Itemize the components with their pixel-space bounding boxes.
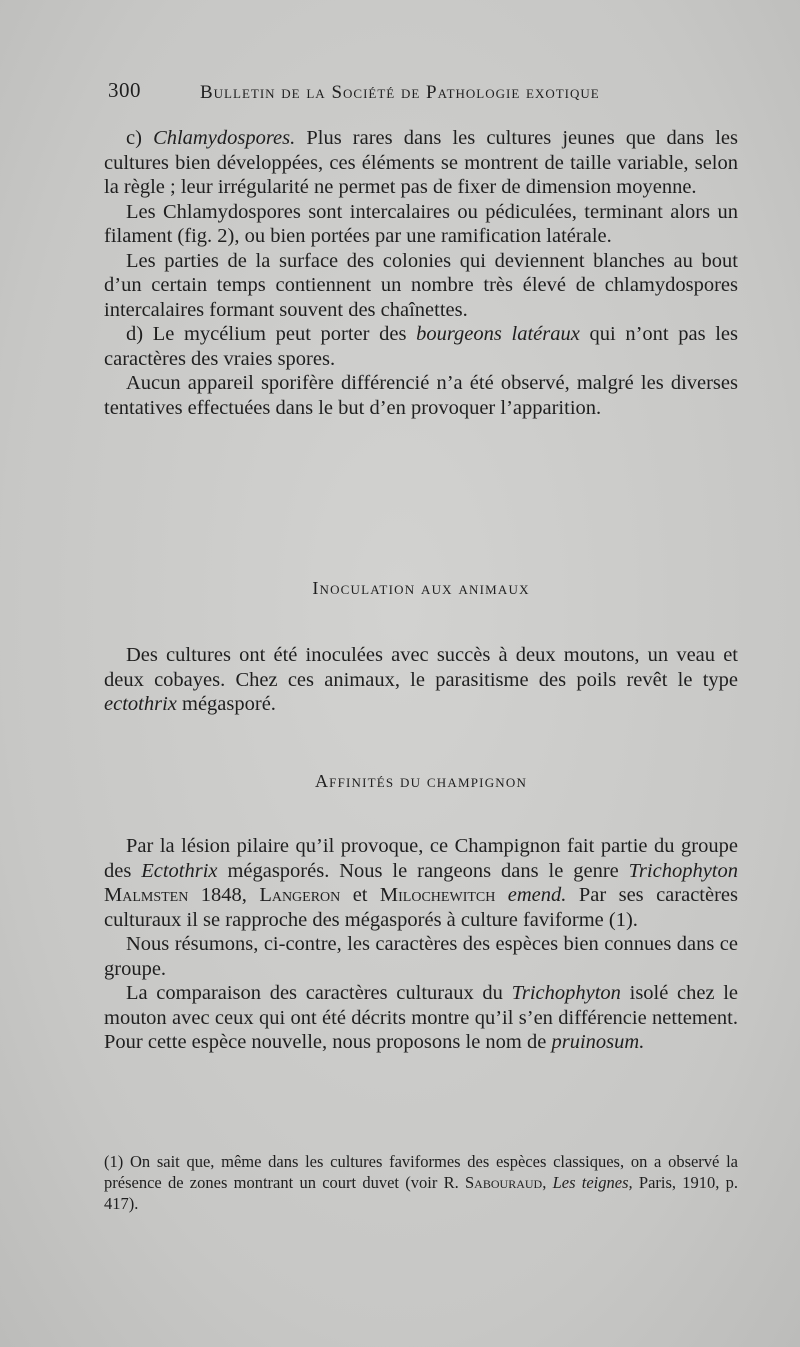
term-bourgeons-lateraux: bourgeons latéraux — [416, 323, 580, 345]
section-inoculation — [104, 643, 738, 717]
author-malmsten: Malmsten — [104, 884, 189, 906]
page-number: 300 — [108, 78, 141, 102]
term-emend: emend. — [507, 884, 567, 906]
paragraph-inoculation: Des cultures ont été inoculées avec succès à deux moutons, un veau et deux cobayes. Chez ces animaux, le parasitisme des poils revêt le type ectothrix mégasporé. — [104, 644, 738, 715]
footnotes — [104, 1151, 738, 1214]
paragraph-appareil-sporifere: Aucun appareil sporifère différencié n’a été observé, malgré les diverses tentatives effectuées dans le but d’en provoquer l’apparition. — [104, 372, 738, 419]
heading-affinites: Affinités du champignon — [314, 771, 528, 791]
paragraph-colonies-surface: Les parties de la surface des colonies qui deviennent blanches au bout d’un certain temps contiennent un nombre très élevé de chlamydospores intercalaires formant souvent des chaînettes. — [104, 249, 738, 321]
term-trichophyton: Trichophyton — [628, 859, 738, 882]
author-langeron: Langeron — [259, 884, 341, 906]
page-header — [108, 78, 758, 112]
term-pruinosum: pruinosum. — [551, 1031, 645, 1053]
footnote-author: R. Sabouraud, — [443, 1173, 547, 1192]
paragraph-bourgeons: d) Le mycélium peut porter des bourgeons latéraux qui n’ont pas les caractères des vraies spores. — [104, 323, 738, 370]
heading-inoculation: Inoculation aux animaux — [312, 578, 530, 598]
paragraph-chlamydospores-position: Les Chlamydospores sont intercalaires ou pédiculées, terminant alors un filament (fig. 2), ou bien portées par une ramification latérale. — [104, 200, 738, 247]
section-morphology — [104, 126, 738, 420]
term-trichophyton-2: Trichophyton — [511, 982, 621, 1004]
author-milochewitch: Milochewitch — [379, 884, 496, 906]
paragraph-resume: Nous résumons, ci-contre, les caractères des espèces bien connues dans ce groupe. — [104, 933, 738, 980]
section-affinites — [104, 834, 738, 1055]
running-head: Bulletin de la Société de Pathologie exotique — [200, 82, 600, 103]
paragraph-chlamydospores: c) Chlamydospores. Plus rares dans les cultures jeunes que dans les cultures bien développées, ces éléments se montrent de taille variable, selon la règle ; leur irrégularité ne permet pas de fixer de dimension moyenne. — [104, 127, 739, 198]
term-ectothrix-genus: Ectothrix — [141, 859, 218, 882]
footnote-title: Les teignes, — [552, 1173, 633, 1192]
term-ectothrix: ectothrix — [104, 693, 177, 715]
footnote-1: (1) On sait que, même dans les cultures faviformes des espèces classiques, on a observé la présence de zones montrant un court duvet (voir R. Sabouraud, Les teignes, Paris, 1910, p. 417). — [104, 1152, 739, 1213]
paragraph-comparaison: La comparaison des caractères culturaux du Trichophyton isolé chez le mouton avec ceux qui ont été décrits montre qu’il s’en différencie nettement. Pour cette espèce nouvelle, nous proposons le nom de pruinosum. — [104, 982, 739, 1053]
paragraph-lesion-pilaire: Par la lésion pilaire qu’il provoque, ce Champignon fait partie du groupe des Ectothrix mégasporés. Nous le rangeons dans le genre Trichophyton Malmsten 1848, Langeron et Milochewitch emend. Par ses caractères culturaux il se rapproche des mégasporés à culture faviforme (1). — [104, 835, 738, 931]
term-chlamydospores: Chlamydospores. — [153, 127, 296, 149]
